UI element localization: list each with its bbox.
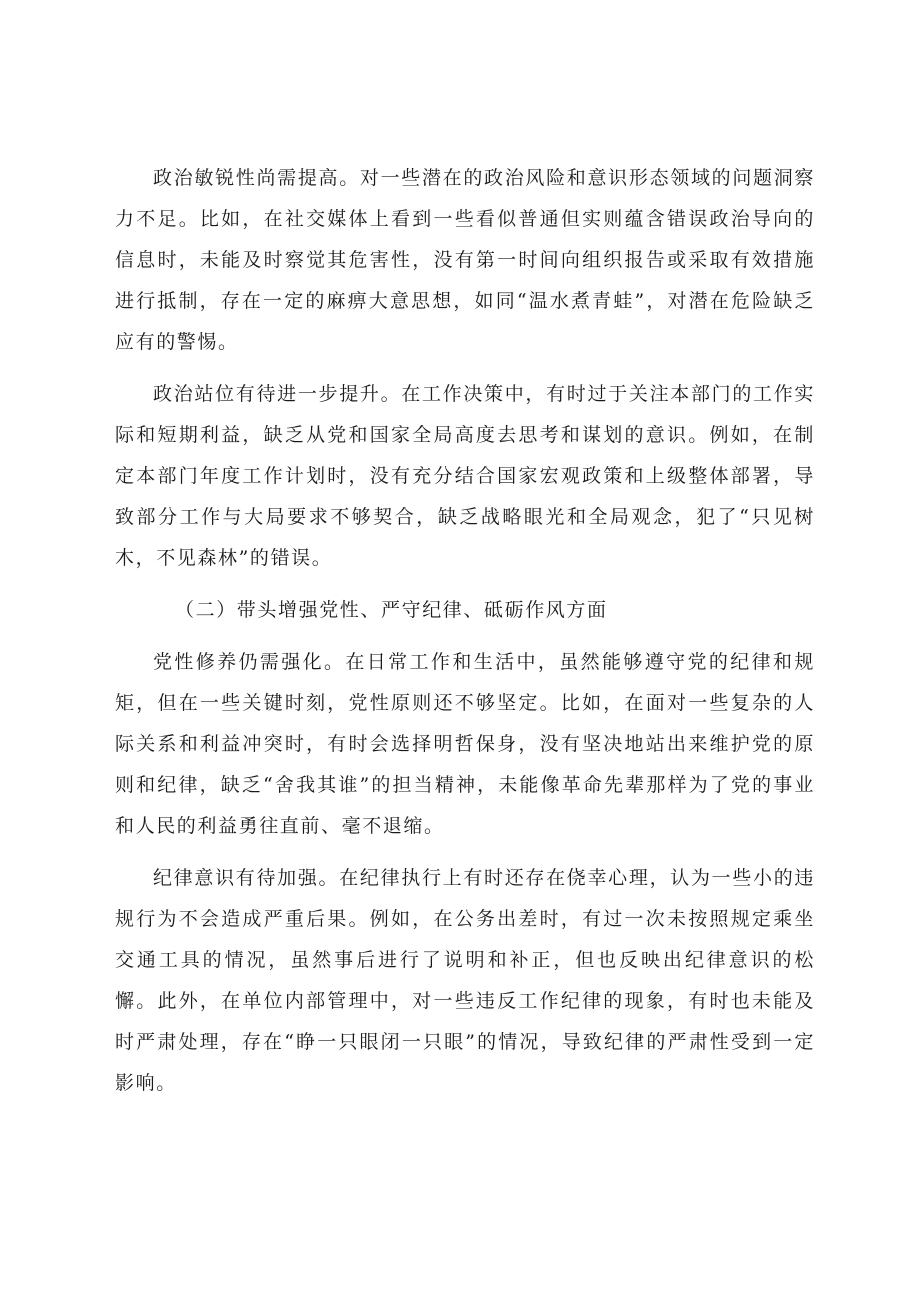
section-heading: （二）带头增强党性、严守纪律、砥砺作风方面 (175, 599, 608, 621)
paragraph-discipline: 纪律意识有待加强。在纪律执行上有时还存在侥幸心理，认为一些小的违规行为不会造成严重后果。例如，在公务出差时，有过一次未按照规定乘坐交通工具的情况，虽然事后进行了说明和补正，但也反映出纪律意识的松懈。此外，在单位内部管理中，对一些违反工作纪律的现象，有时也未能及时严肃处理，存在“睁一只眼闭一只眼”的情况，导致纪律的严肃性受到一定影响。 (115, 867, 815, 1094)
paragraph-party-spirit: 党性修养仍需强化。在日常工作和生活中，虽然能够遵守党的纪律和规矩，但在一些关键时刻，党性原则还不够坚定。比如，在面对一些复杂的人际关系和利益冲突时，有时会选择明哲保身，没有坚决地站出来维护党的原则和纪律，缺乏“舍我其谁”的担当精神，未能像革命先辈那样为了党的事业和人民的利益勇往直前、毫不退缩。 (115, 651, 815, 837)
paragraph-political-stance: 政治站位有待进一步提升。在工作决策中，有时过于关注本部门的工作实际和短期利益，缺乏从党和国家全局高度去思考和谋划的意识。例如，在制定本部门年度工作计划时，没有充分结合国家宏观政策和上级整体部署，导致部分工作与大局要求不够契合，缺乏战略眼光和全局观念，犯了“只见树木，不见森林”的错误。 (115, 383, 815, 569)
paragraph-political-sensitivity: 政治敏锐性尚需提高。对一些潜在的政治风险和意识形态领域的问题洞察力不足。比如，在社交媒体上看到一些看似普通但实则蕴含错误政治导向的信息时，未能及时察觉其危害性，没有第一时间向组织报告或采取有效措施进行抵制，存在一定的麻痹大意思想，如同“温水煮青蛙”，对潜在危险缺乏应有的警惕。 (115, 167, 815, 353)
document-body (115, 158, 815, 1115)
